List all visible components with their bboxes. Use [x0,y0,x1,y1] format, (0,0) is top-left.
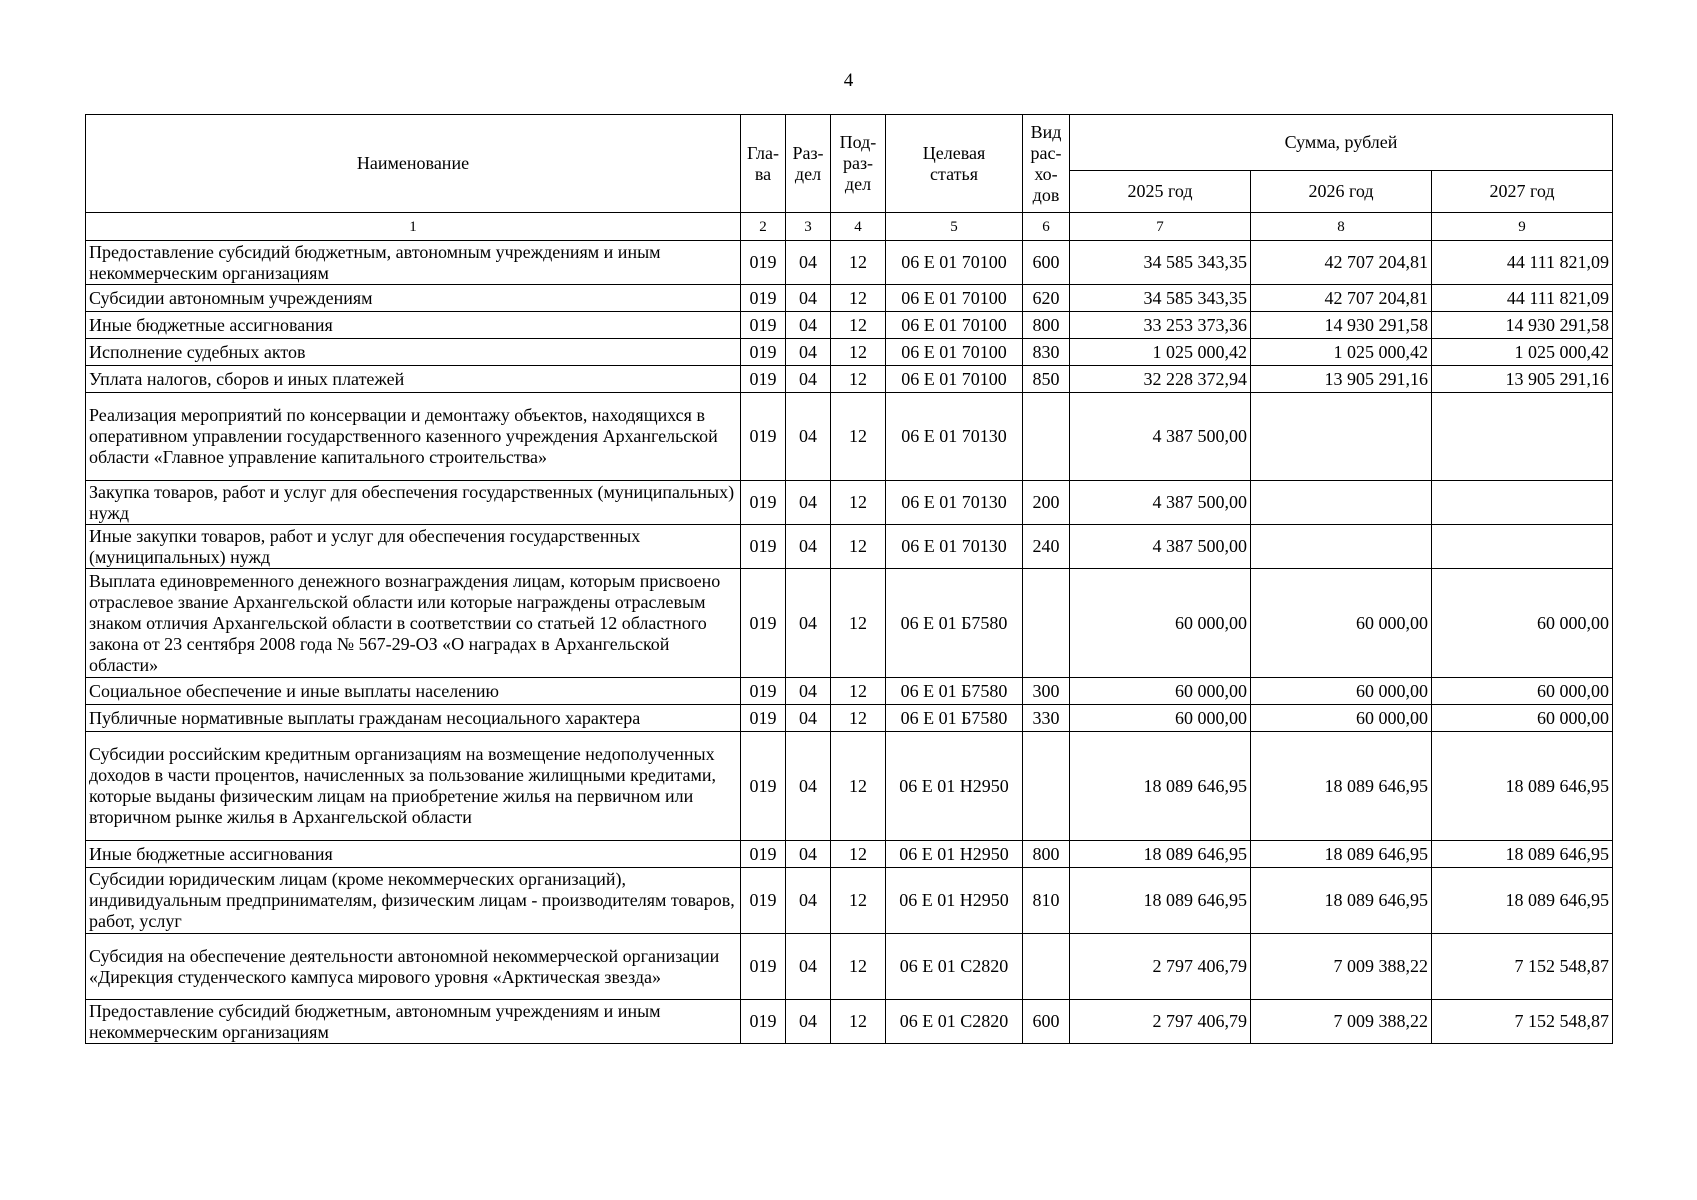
row-amount-2027: 14 930 291,58 [1432,312,1613,339]
row-chapter: 019 [741,1000,786,1044]
row-section: 04 [786,1000,831,1044]
row-name: Предоставление субсидий бюджетным, автономным учреждениям и иным некоммерческим организациям [86,1000,741,1044]
row-amount-2025: 60 000,00 [1070,705,1251,732]
row-name: Субсидии автономным учреждениям [86,285,741,312]
row-amount-2026: 14 930 291,58 [1251,312,1432,339]
row-section: 04 [786,569,831,678]
row-chapter: 019 [741,339,786,366]
row-amount-2026 [1251,481,1432,525]
row-target-article: 06 Е 01 Н2950 [886,868,1023,934]
column-number: 3 [786,213,831,241]
row-amount-2026: 7 009 388,22 [1251,934,1432,1000]
row-amount-2025: 2 797 406,79 [1070,934,1251,1000]
row-target-article: 06 Е 01 С2820 [886,934,1023,1000]
row-chapter: 019 [741,525,786,569]
row-section: 04 [786,339,831,366]
row-amount-2026: 18 089 646,95 [1251,841,1432,868]
table-row [86,366,1613,393]
row-amount-2027: 13 905 291,16 [1432,366,1613,393]
row-amount-2027: 7 152 548,87 [1432,1000,1613,1044]
table-row [86,705,1613,732]
column-number: 1 [86,213,741,241]
row-amount-2025: 18 089 646,95 [1070,732,1251,841]
row-expense-type: 300 [1023,678,1070,705]
row-section: 04 [786,732,831,841]
row-amount-2027: 18 089 646,95 [1432,732,1613,841]
row-amount-2025: 60 000,00 [1070,678,1251,705]
column-number: 9 [1432,213,1613,241]
row-section: 04 [786,366,831,393]
row-expense-type: 850 [1023,366,1070,393]
row-amount-2026: 7 009 388,22 [1251,1000,1432,1044]
row-amount-2026: 13 905 291,16 [1251,366,1432,393]
row-target-article: 06 Е 01 70100 [886,366,1023,393]
row-subsection: 12 [831,1000,886,1044]
row-target-article: 06 Е 01 70130 [886,481,1023,525]
table-row [86,1000,1613,1044]
row-amount-2025: 2 797 406,79 [1070,1000,1251,1044]
row-chapter: 019 [741,934,786,1000]
row-subsection: 12 [831,525,886,569]
table-row [86,312,1613,339]
row-name: Закупка товаров, работ и услуг для обеспечения государственных (муниципальных) нужд [86,481,741,525]
row-expense-type: 240 [1023,525,1070,569]
row-chapter: 019 [741,732,786,841]
column-number-row [86,213,1613,241]
row-amount-2026: 60 000,00 [1251,705,1432,732]
row-amount-2027: 60 000,00 [1432,678,1613,705]
row-amount-2026: 60 000,00 [1251,678,1432,705]
row-expense-type: 330 [1023,705,1070,732]
row-amount-2027: 60 000,00 [1432,705,1613,732]
row-amount-2027: 18 089 646,95 [1432,841,1613,868]
row-section: 04 [786,868,831,934]
row-amount-2027 [1432,393,1613,481]
header-sum: Сумма, рублей [1070,115,1613,171]
row-target-article: 06 Е 01 Н2950 [886,732,1023,841]
row-chapter: 019 [741,705,786,732]
row-amount-2027: 1 025 000,42 [1432,339,1613,366]
row-subsection: 12 [831,569,886,678]
row-section: 04 [786,285,831,312]
row-expense-type [1023,934,1070,1000]
row-chapter: 019 [741,241,786,285]
row-name: Субсидии российским кредитным организациям на возмещение недополученных доходов в части процентов, начисленных за пользование жилищными кредитами, которые выданы физическим лицам на приобретение жилья на первичном или вторичном рынке жилья в Архангельской области [86,732,741,841]
budget-table [85,114,1613,1044]
table-row [86,393,1613,481]
table-row [86,868,1613,934]
row-amount-2026: 42 707 204,81 [1251,241,1432,285]
row-expense-type: 800 [1023,841,1070,868]
header-section: Раз- дел [786,115,831,213]
row-name: Иные бюджетные ассигнования [86,312,741,339]
row-amount-2025: 60 000,00 [1070,569,1251,678]
row-amount-2026: 42 707 204,81 [1251,285,1432,312]
row-section: 04 [786,678,831,705]
table-row [86,934,1613,1000]
row-subsection: 12 [831,934,886,1000]
table-row [86,732,1613,841]
row-name: Иные закупки товаров, работ и услуг для обеспечения государственных (муниципальных) нужд [86,525,741,569]
row-expense-type: 600 [1023,241,1070,285]
row-amount-2027: 44 111 821,09 [1432,285,1613,312]
row-amount-2025: 34 585 343,35 [1070,285,1251,312]
row-chapter: 019 [741,312,786,339]
row-amount-2025: 18 089 646,95 [1070,868,1251,934]
row-amount-2027 [1432,525,1613,569]
row-target-article: 06 Е 01 Н2950 [886,841,1023,868]
row-amount-2026: 18 089 646,95 [1251,868,1432,934]
row-name: Субсидия на обеспечение деятельности автономной некоммерческой организации «Дирекция студенческого кампуса мирового уровня «Арктическая звезда» [86,934,741,1000]
row-target-article: 06 Е 01 70100 [886,339,1023,366]
row-subsection: 12 [831,393,886,481]
row-expense-type: 810 [1023,868,1070,934]
table-row [86,678,1613,705]
row-chapter: 019 [741,393,786,481]
row-expense-type: 620 [1023,285,1070,312]
row-amount-2025: 4 387 500,00 [1070,525,1251,569]
row-expense-type: 600 [1023,1000,1070,1044]
row-amount-2025: 33 253 373,36 [1070,312,1251,339]
row-expense-type [1023,569,1070,678]
row-amount-2027: 7 152 548,87 [1432,934,1613,1000]
row-amount-2025: 4 387 500,00 [1070,393,1251,481]
column-number: 7 [1070,213,1251,241]
table-row [86,525,1613,569]
row-target-article: 06 Е 01 70100 [886,312,1023,339]
row-amount-2027: 44 111 821,09 [1432,241,1613,285]
row-subsection: 12 [831,868,886,934]
row-subsection: 12 [831,732,886,841]
row-chapter: 019 [741,678,786,705]
header-chapter: Гла- ва [741,115,786,213]
row-name: Выплата единовременного денежного вознаграждения лицам, которым присвоено отраслевое звание Архангельской области или которые награждены отраслевым знаком отличия Архангельской области в соответствии со статьей 12 областного закона от 23 сентября 2008 года № 567-29-ОЗ «О наградах в Архангельской области» [86,569,741,678]
row-section: 04 [786,705,831,732]
table-row [86,481,1613,525]
row-expense-type: 200 [1023,481,1070,525]
row-subsection: 12 [831,285,886,312]
row-amount-2027: 60 000,00 [1432,569,1613,678]
row-section: 04 [786,241,831,285]
row-target-article: 06 Е 01 Б7580 [886,569,1023,678]
row-name: Иные бюджетные ассигнования [86,841,741,868]
row-amount-2026: 18 089 646,95 [1251,732,1432,841]
header-year-2026: 2026 год [1251,171,1432,213]
table-row [86,569,1613,678]
row-amount-2025: 4 387 500,00 [1070,481,1251,525]
row-subsection: 12 [831,366,886,393]
row-section: 04 [786,393,831,481]
row-target-article: 06 Е 01 70100 [886,285,1023,312]
header-subsection: Под- раз- дел [831,115,886,213]
row-amount-2026 [1251,393,1432,481]
header-target: Целевая статья [886,115,1023,213]
row-target-article: 06 Е 01 70130 [886,393,1023,481]
row-target-article: 06 Е 01 Б7580 [886,705,1023,732]
header-year-2025: 2025 год [1070,171,1251,213]
row-name: Социальное обеспечение и иные выплаты населению [86,678,741,705]
table-row [86,241,1613,285]
row-expense-type: 800 [1023,312,1070,339]
row-amount-2027: 18 089 646,95 [1432,868,1613,934]
row-target-article: 06 Е 01 С2820 [886,1000,1023,1044]
table-row [86,841,1613,868]
header-year-2027: 2027 год [1432,171,1613,213]
table-row [86,285,1613,312]
row-target-article: 06 Е 01 70130 [886,525,1023,569]
row-chapter: 019 [741,285,786,312]
row-target-article: 06 Е 01 Б7580 [886,678,1023,705]
row-name: Исполнение судебных актов [86,339,741,366]
column-number: 4 [831,213,886,241]
row-chapter: 019 [741,868,786,934]
row-name: Предоставление субсидий бюджетным, автономным учреждениям и иным некоммерческим организациям [86,241,741,285]
row-chapter: 019 [741,569,786,678]
row-name: Субсидии юридическим лицам (кроме некоммерческих организаций), индивидуальным предпринимателям, физическим лицам - производителям товаров, работ, услуг [86,868,741,934]
row-subsection: 12 [831,241,886,285]
column-number: 6 [1023,213,1070,241]
row-amount-2025: 1 025 000,42 [1070,339,1251,366]
row-amount-2025: 18 089 646,95 [1070,841,1251,868]
row-expense-type: 830 [1023,339,1070,366]
row-section: 04 [786,934,831,1000]
row-section: 04 [786,525,831,569]
row-chapter: 019 [741,481,786,525]
row-name: Уплата налогов, сборов и иных платежей [86,366,741,393]
row-subsection: 12 [831,312,886,339]
row-chapter: 019 [741,841,786,868]
row-amount-2026: 1 025 000,42 [1251,339,1432,366]
row-subsection: 12 [831,841,886,868]
row-section: 04 [786,481,831,525]
row-subsection: 12 [831,339,886,366]
row-name: Публичные нормативные выплаты гражданам несоциального характера [86,705,741,732]
row-amount-2026: 60 000,00 [1251,569,1432,678]
column-number: 5 [886,213,1023,241]
row-section: 04 [786,841,831,868]
column-number: 2 [741,213,786,241]
row-expense-type [1023,393,1070,481]
row-amount-2027 [1432,481,1613,525]
column-number: 8 [1251,213,1432,241]
row-amount-2025: 32 228 372,94 [1070,366,1251,393]
header-name: Наименование [86,115,741,213]
row-subsection: 12 [831,705,886,732]
row-chapter: 019 [741,366,786,393]
row-target-article: 06 Е 01 70100 [886,241,1023,285]
row-subsection: 12 [831,481,886,525]
table-row [86,339,1613,366]
row-amount-2026 [1251,525,1432,569]
page-number: 4 [843,70,854,91]
header-expense-type: Вид рас- хо- дов [1023,115,1070,213]
row-section: 04 [786,312,831,339]
row-expense-type [1023,732,1070,841]
row-subsection: 12 [831,678,886,705]
row-name: Реализация мероприятий по консервации и демонтажу объектов, находящихся в оперативном управлении государственного казенного учреждения Архангельской области «Главное управление капитального строительства» [86,393,741,481]
row-amount-2025: 34 585 343,35 [1070,241,1251,285]
